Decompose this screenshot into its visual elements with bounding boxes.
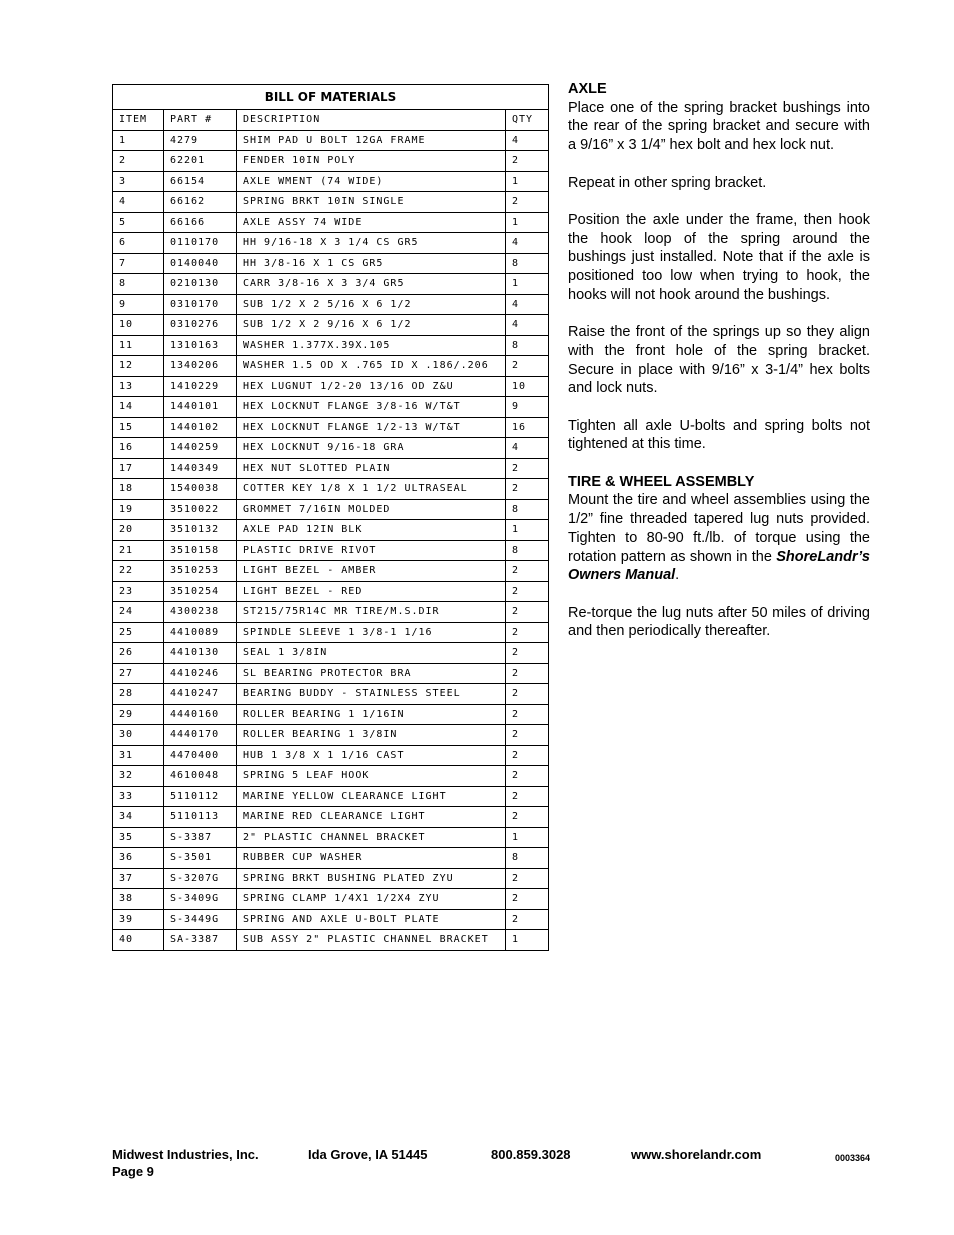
instructions-column bbox=[568, 80, 870, 641]
cell-description: RUBBER CUP WASHER bbox=[237, 848, 506, 869]
cell-description: 2" PLASTIC CHANNEL BRACKET bbox=[237, 827, 506, 848]
cell-qty: 1 bbox=[506, 827, 549, 848]
table-title: BILL OF MATERIALS bbox=[113, 85, 549, 110]
bill-of-materials-table bbox=[112, 84, 549, 951]
cell-qty: 4 bbox=[506, 438, 549, 459]
cell-qty: 2 bbox=[506, 684, 549, 705]
cell-item: 8 bbox=[113, 274, 164, 295]
footer-page-number: Page 9 bbox=[112, 1164, 154, 1179]
cell-description: LIGHT BEZEL - AMBER bbox=[237, 561, 506, 582]
table-row bbox=[113, 233, 549, 254]
table-row bbox=[113, 786, 549, 807]
cell-qty: 2 bbox=[506, 192, 549, 213]
table-row bbox=[113, 335, 549, 356]
cell-qty: 2 bbox=[506, 458, 549, 479]
table-row bbox=[113, 684, 549, 705]
table-row bbox=[113, 602, 549, 623]
cell-item: 22 bbox=[113, 561, 164, 582]
cell-part: 3510158 bbox=[164, 540, 237, 561]
table-row bbox=[113, 745, 549, 766]
cell-qty: 8 bbox=[506, 253, 549, 274]
cell-description: HEX LOCKNUT 9/16-18 GRA bbox=[237, 438, 506, 459]
cell-qty: 2 bbox=[506, 766, 549, 787]
header-row bbox=[113, 110, 549, 131]
cell-qty: 8 bbox=[506, 540, 549, 561]
axle-paragraph-2: Repeat in other spring bracket. bbox=[568, 174, 767, 191]
cell-description: FENDER 10IN POLY bbox=[237, 151, 506, 172]
footer-doc-code: 0003364 bbox=[834, 1153, 870, 1163]
header-part: PART # bbox=[164, 110, 237, 131]
footer-website: www.shorelandr.com bbox=[631, 1147, 762, 1162]
cell-part: 5110113 bbox=[164, 807, 237, 828]
footer-company: Midwest Industries, Inc. bbox=[112, 1147, 259, 1162]
table-row bbox=[113, 930, 549, 951]
cell-item: 5 bbox=[113, 212, 164, 233]
cell-part: 0310170 bbox=[164, 294, 237, 315]
header-description: DESCRIPTION bbox=[237, 110, 506, 131]
cell-item: 15 bbox=[113, 417, 164, 438]
table-row bbox=[113, 889, 549, 910]
table-row bbox=[113, 376, 549, 397]
table-row bbox=[113, 356, 549, 377]
cell-part: 66162 bbox=[164, 192, 237, 213]
cell-part: 66154 bbox=[164, 171, 237, 192]
cell-description: SPINDLE SLEEVE 1 3/8-1 1/16 bbox=[237, 622, 506, 643]
cell-part: 4470400 bbox=[164, 745, 237, 766]
cell-part: 1440102 bbox=[164, 417, 237, 438]
cell-qty: 2 bbox=[506, 622, 549, 643]
table-body bbox=[113, 130, 549, 950]
cell-part: S-3501 bbox=[164, 848, 237, 869]
cell-item: 25 bbox=[113, 622, 164, 643]
cell-part: 4610048 bbox=[164, 766, 237, 787]
cell-part: 1310163 bbox=[164, 335, 237, 356]
cell-description: SHIM PAD U BOLT 12GA FRAME bbox=[237, 130, 506, 151]
cell-qty: 1 bbox=[506, 520, 549, 541]
cell-description: SPRING BRKT BUSHING PLATED ZYU bbox=[237, 868, 506, 889]
tire-paragraph-2: Re-torque the lug nuts after 50 miles of driving and then periodically thereafter. bbox=[568, 604, 870, 640]
table-row bbox=[113, 192, 549, 213]
cell-qty: 8 bbox=[506, 499, 549, 520]
cell-description: SPRING AND AXLE U-BOLT PLATE bbox=[237, 909, 506, 930]
cell-description: SUB 1/2 X 2 5/16 X 6 1/2 bbox=[237, 294, 506, 315]
cell-qty: 4 bbox=[506, 130, 549, 151]
cell-qty: 1 bbox=[506, 171, 549, 192]
cell-item: 23 bbox=[113, 581, 164, 602]
cell-item: 32 bbox=[113, 766, 164, 787]
cell-item: 1 bbox=[113, 130, 164, 151]
cell-item: 36 bbox=[113, 848, 164, 869]
cell-part: 4410247 bbox=[164, 684, 237, 705]
cell-part: SA-3387 bbox=[164, 930, 237, 951]
cell-item: 40 bbox=[113, 930, 164, 951]
cell-qty: 10 bbox=[506, 376, 549, 397]
cell-qty: 2 bbox=[506, 704, 549, 725]
cell-part: 1410229 bbox=[164, 376, 237, 397]
table-row bbox=[113, 827, 549, 848]
cell-qty: 2 bbox=[506, 807, 549, 828]
cell-qty: 8 bbox=[506, 848, 549, 869]
cell-qty: 2 bbox=[506, 663, 549, 684]
table-row bbox=[113, 807, 549, 828]
cell-description: SUB 1/2 X 2 9/16 X 6 1/2 bbox=[237, 315, 506, 336]
cell-qty: 9 bbox=[506, 397, 549, 418]
cell-qty: 1 bbox=[506, 930, 549, 951]
cell-item: 13 bbox=[113, 376, 164, 397]
table-row bbox=[113, 848, 549, 869]
cell-part: 3510253 bbox=[164, 561, 237, 582]
tire-wheel-heading: TIRE & WHEEL ASSEMBLY bbox=[568, 473, 755, 490]
cell-item: 38 bbox=[113, 889, 164, 910]
cell-qty: 2 bbox=[506, 561, 549, 582]
axle-paragraph-1: Place one of the spring bracket bushings into the rear of the spring bracket and secure with a 9/16” x 3 1/4” hex bolt and hex lock nut. bbox=[568, 99, 870, 154]
table-row bbox=[113, 581, 549, 602]
cell-description: SEAL 1 3/8IN bbox=[237, 643, 506, 664]
header-qty: QTY bbox=[506, 110, 549, 131]
cell-description: HUB 1 3/8 X 1 1/16 CAST bbox=[237, 745, 506, 766]
cell-item: 39 bbox=[113, 909, 164, 930]
cell-item: 20 bbox=[113, 520, 164, 541]
cell-item: 11 bbox=[113, 335, 164, 356]
cell-qty: 4 bbox=[506, 315, 549, 336]
cell-description: MARINE YELLOW CLEARANCE LIGHT bbox=[237, 786, 506, 807]
cell-part: S-3409G bbox=[164, 889, 237, 910]
cell-description: AXLE ASSY 74 WIDE bbox=[237, 212, 506, 233]
cell-qty: 2 bbox=[506, 581, 549, 602]
cell-part: 3510022 bbox=[164, 499, 237, 520]
cell-item: 21 bbox=[113, 540, 164, 561]
cell-qty: 2 bbox=[506, 868, 549, 889]
table-row bbox=[113, 868, 549, 889]
table-row bbox=[113, 643, 549, 664]
table-row bbox=[113, 663, 549, 684]
cell-item: 4 bbox=[113, 192, 164, 213]
table-row bbox=[113, 766, 549, 787]
table-row bbox=[113, 212, 549, 233]
cell-description: ROLLER BEARING 1 1/16IN bbox=[237, 704, 506, 725]
axle-paragraph-4: Raise the front of the springs up so they align with the front hole of the spring bracket. Secure in place with 9/16” x 3-1/4” hex bolts and lock nuts. bbox=[568, 324, 870, 397]
cell-description: ROLLER BEARING 1 3/8IN bbox=[237, 725, 506, 746]
cell-description: CARR 3/8-16 X 3 3/4 GR5 bbox=[237, 274, 506, 295]
cell-description: HEX LOCKNUT FLANGE 3/8-16 W/T&T bbox=[237, 397, 506, 418]
table-row bbox=[113, 130, 549, 151]
table-row bbox=[113, 151, 549, 172]
cell-qty: 1 bbox=[506, 212, 549, 233]
owners-manual-emphasis: ShoreLandr’s Owners Manual bbox=[568, 548, 870, 584]
cell-part: 1440259 bbox=[164, 438, 237, 459]
table-row bbox=[113, 704, 549, 725]
table-row bbox=[113, 909, 549, 930]
cell-description: SPRING BRKT 10IN SINGLE bbox=[237, 192, 506, 213]
cell-item: 24 bbox=[113, 602, 164, 623]
table-row bbox=[113, 458, 549, 479]
cell-part: 0210130 bbox=[164, 274, 237, 295]
cell-qty: 2 bbox=[506, 602, 549, 623]
cell-part: 4410130 bbox=[164, 643, 237, 664]
table-row bbox=[113, 520, 549, 541]
cell-description: HEX LUGNUT 1/2-20 13/16 OD Z&U bbox=[237, 376, 506, 397]
cell-qty: 2 bbox=[506, 643, 549, 664]
cell-qty: 2 bbox=[506, 725, 549, 746]
cell-item: 19 bbox=[113, 499, 164, 520]
cell-qty: 2 bbox=[506, 356, 549, 377]
table-row bbox=[113, 253, 549, 274]
cell-part: 4279 bbox=[164, 130, 237, 151]
footer-location: Ida Grove, IA 51445 bbox=[308, 1147, 428, 1162]
cell-qty: 16 bbox=[506, 417, 549, 438]
cell-item: 9 bbox=[113, 294, 164, 315]
cell-item: 34 bbox=[113, 807, 164, 828]
table-row bbox=[113, 540, 549, 561]
table-row bbox=[113, 397, 549, 418]
cell-item: 33 bbox=[113, 786, 164, 807]
cell-item: 16 bbox=[113, 438, 164, 459]
cell-item: 2 bbox=[113, 151, 164, 172]
cell-part: 4440160 bbox=[164, 704, 237, 725]
cell-part: 0310276 bbox=[164, 315, 237, 336]
cell-item: 17 bbox=[113, 458, 164, 479]
cell-description: COTTER KEY 1/8 X 1 1/2 ULTRASEAL bbox=[237, 479, 506, 500]
header-item: ITEM bbox=[113, 110, 164, 131]
cell-part: 4440170 bbox=[164, 725, 237, 746]
cell-part: 4410089 bbox=[164, 622, 237, 643]
table-row bbox=[113, 274, 549, 295]
cell-item: 12 bbox=[113, 356, 164, 377]
footer-phone: 800.859.3028 bbox=[491, 1147, 571, 1162]
cell-description: BEARING BUDDY - STAINLESS STEEL bbox=[237, 684, 506, 705]
cell-qty: 2 bbox=[506, 786, 549, 807]
cell-description: WASHER 1.5 OD X .765 ID X .186/.206 bbox=[237, 356, 506, 377]
cell-item: 37 bbox=[113, 868, 164, 889]
cell-qty: 2 bbox=[506, 151, 549, 172]
cell-item: 30 bbox=[113, 725, 164, 746]
cell-qty: 2 bbox=[506, 745, 549, 766]
cell-part: 4300238 bbox=[164, 602, 237, 623]
cell-description: SL BEARING PROTECTOR BRA bbox=[237, 663, 506, 684]
cell-part: 62201 bbox=[164, 151, 237, 172]
cell-description: WASHER 1.377X.39X.105 bbox=[237, 335, 506, 356]
cell-item: 29 bbox=[113, 704, 164, 725]
cell-item: 35 bbox=[113, 827, 164, 848]
cell-description: HEX LOCKNUT FLANGE 1/2-13 W/T&T bbox=[237, 417, 506, 438]
cell-part: S-3387 bbox=[164, 827, 237, 848]
tire-paragraph-1-end: . bbox=[675, 567, 680, 584]
cell-description: AXLE WMENT (74 WIDE) bbox=[237, 171, 506, 192]
axle-paragraph-3: Position the axle under the frame, then hook the hook loop of the spring around the bushings just installed. Note that if the axle is positioned too low when trying to hook, the hooks will not hook around the bushings. bbox=[568, 211, 870, 303]
cell-description: HEX NUT SLOTTED PLAIN bbox=[237, 458, 506, 479]
cell-item: 31 bbox=[113, 745, 164, 766]
tire-paragraph-1-text: Mount the tire and wheel assemblies using the 1/2” fine threaded tapered lug nuts provided. Tighten to 80-90 ft./lb. of torque using the rotation pattern as shown in the bbox=[568, 492, 870, 565]
cell-part: 1340206 bbox=[164, 356, 237, 377]
cell-description: AXLE PAD 12IN BLK bbox=[237, 520, 506, 541]
cell-part: 0110170 bbox=[164, 233, 237, 254]
cell-qty: 2 bbox=[506, 889, 549, 910]
cell-item: 26 bbox=[113, 643, 164, 664]
table-row bbox=[113, 479, 549, 500]
cell-description: LIGHT BEZEL - RED bbox=[237, 581, 506, 602]
cell-description: PLASTIC DRIVE RIVOT bbox=[237, 540, 506, 561]
cell-description: SUB ASSY 2" PLASTIC CHANNEL BRACKET bbox=[237, 930, 506, 951]
cell-qty: 4 bbox=[506, 294, 549, 315]
cell-item: 10 bbox=[113, 315, 164, 336]
table-row bbox=[113, 499, 549, 520]
cell-item: 7 bbox=[113, 253, 164, 274]
table-row bbox=[113, 294, 549, 315]
tire-paragraph-1 bbox=[568, 491, 870, 585]
cell-part: 1440349 bbox=[164, 458, 237, 479]
cell-qty: 8 bbox=[506, 335, 549, 356]
cell-description: HH 9/16-18 X 3 1/4 CS GR5 bbox=[237, 233, 506, 254]
cell-part: 0140040 bbox=[164, 253, 237, 274]
table-row bbox=[113, 725, 549, 746]
cell-part: S-3207G bbox=[164, 868, 237, 889]
cell-description: SPRING CLAMP 1/4X1 1/2X4 ZYU bbox=[237, 889, 506, 910]
cell-item: 28 bbox=[113, 684, 164, 705]
cell-item: 14 bbox=[113, 397, 164, 418]
cell-part: 1440101 bbox=[164, 397, 237, 418]
cell-part: 3510254 bbox=[164, 581, 237, 602]
cell-part: 1540038 bbox=[164, 479, 237, 500]
axle-paragraph-5: Tighten all axle U-bolts and spring bolts not tightened at this time. bbox=[568, 417, 870, 453]
cell-description: HH 3/8-16 X 1 CS GR5 bbox=[237, 253, 506, 274]
cell-item: 27 bbox=[113, 663, 164, 684]
table-row bbox=[113, 438, 549, 459]
table-row bbox=[113, 417, 549, 438]
cell-description: ST215/75R14C MR TIRE/M.S.DIR bbox=[237, 602, 506, 623]
cell-part: S-3449G bbox=[164, 909, 237, 930]
cell-item: 18 bbox=[113, 479, 164, 500]
table-row bbox=[113, 171, 549, 192]
cell-qty: 4 bbox=[506, 233, 549, 254]
cell-item: 6 bbox=[113, 233, 164, 254]
cell-part: 3510132 bbox=[164, 520, 237, 541]
cell-item: 3 bbox=[113, 171, 164, 192]
table-row bbox=[113, 622, 549, 643]
cell-part: 4410246 bbox=[164, 663, 237, 684]
cell-description: SPRING 5 LEAF HOOK bbox=[237, 766, 506, 787]
table-row bbox=[113, 561, 549, 582]
cell-part: 5110112 bbox=[164, 786, 237, 807]
axle-heading: AXLE bbox=[568, 81, 607, 97]
table-row bbox=[113, 315, 549, 336]
cell-description: MARINE RED CLEARANCE LIGHT bbox=[237, 807, 506, 828]
cell-qty: 2 bbox=[506, 479, 549, 500]
cell-description: GROMMET 7/16IN MOLDED bbox=[237, 499, 506, 520]
cell-part: 66166 bbox=[164, 212, 237, 233]
cell-qty: 1 bbox=[506, 274, 549, 295]
cell-qty: 2 bbox=[506, 909, 549, 930]
